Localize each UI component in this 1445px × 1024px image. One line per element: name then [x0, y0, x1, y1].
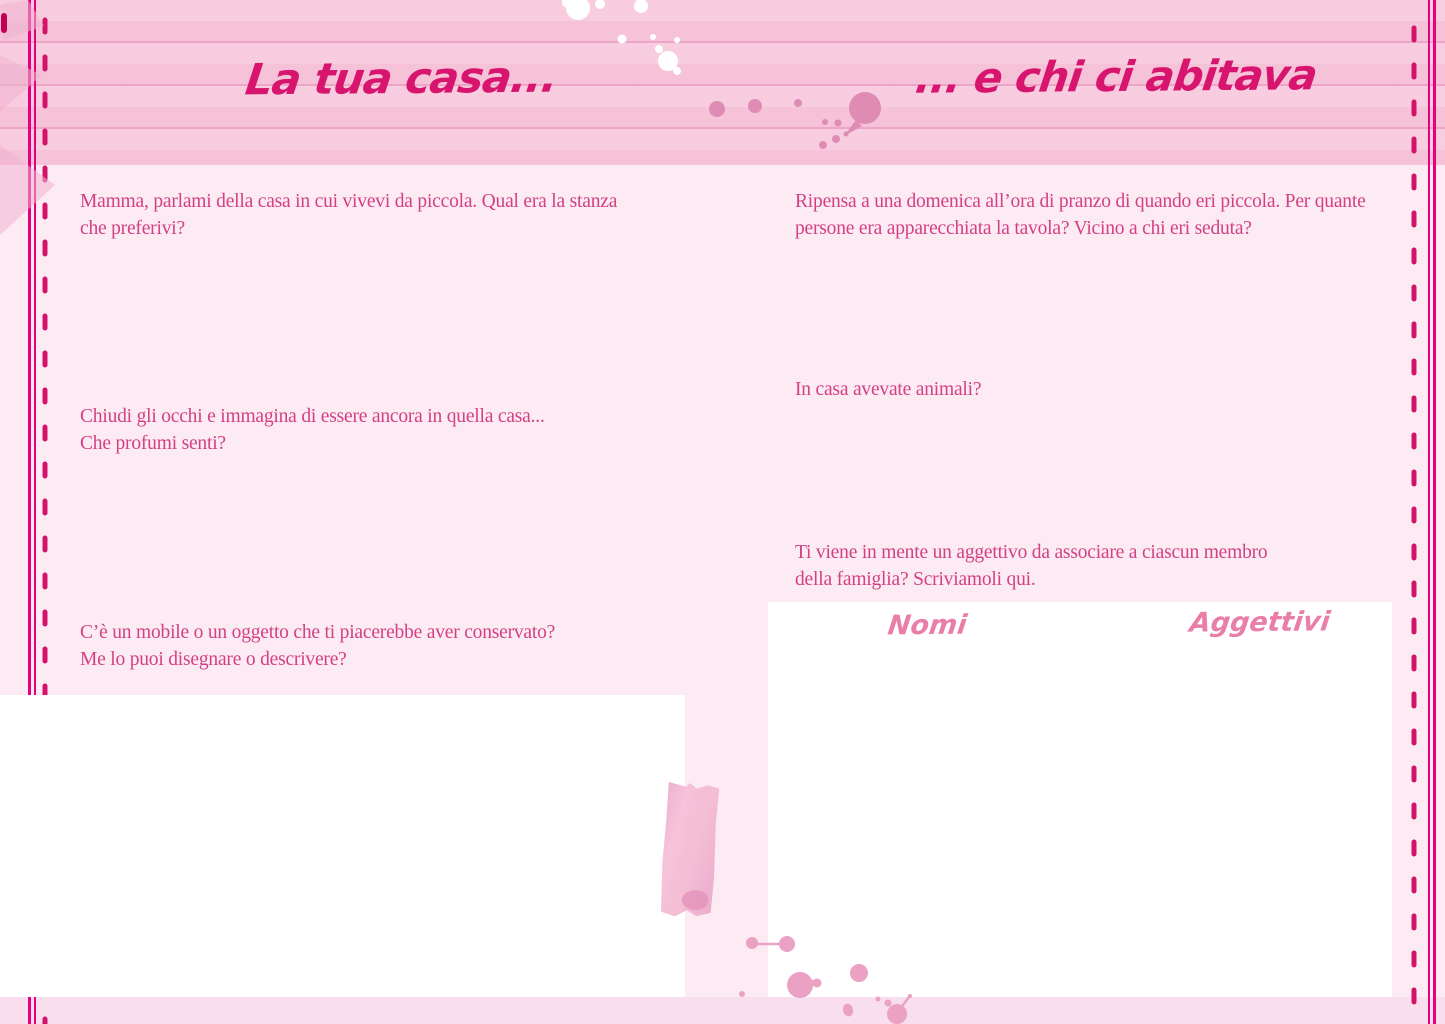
right-stitching — [1409, 0, 1419, 1024]
question-line: Ti viene in mente un aggettivo da associare a ciascun membro — [795, 542, 1268, 563]
right-margin-line-thick — [1433, 0, 1436, 1024]
question-right-2 — [795, 376, 981, 403]
question-line: C’è un mobile o un oggetto che ti piacerebbe aver conservato? — [80, 622, 556, 643]
question-left-1 — [80, 188, 617, 242]
question-left-3 — [80, 619, 555, 673]
drawing-answer-area[interactable] — [0, 695, 685, 997]
question-left-2 — [80, 403, 545, 457]
question-line: della famiglia? Scriviamoli qui. — [795, 569, 1036, 590]
question-line: Che profumi senti? — [80, 433, 226, 454]
question-line: persone era apparecchiata la tavola? Vicino a chi eri seduta? — [795, 218, 1252, 239]
question-right-1 — [795, 188, 1366, 242]
question-line: Ripensa a una domenica all’ora di pranzo di quando eri piccola. Per quante — [795, 191, 1366, 212]
page-heading-right: ... e chi ci abitava — [912, 50, 1320, 103]
adjectives-column-header: Aggettivi — [1187, 606, 1332, 639]
right-margin-line-thin — [1428, 0, 1430, 1024]
question-line: Me lo puoi disegnare o descrivere? — [80, 649, 347, 670]
question-right-3 — [795, 539, 1267, 593]
page-heading-left: La tua casa... — [242, 52, 561, 106]
names-column-header: Nomi — [885, 609, 969, 642]
question-line: Chiudi gli occhi e immagina di essere ancora in quella casa... — [80, 406, 545, 427]
names-adjectives-answer-area[interactable] — [768, 602, 1392, 997]
question-line: Mamma, parlami della casa in cui vivevi da piccola. Qual era la stanza — [80, 191, 618, 212]
question-line: che preferivi? — [80, 218, 185, 239]
bottom-strip — [0, 997, 1445, 1024]
question-line: In casa avevate animali? — [795, 379, 982, 400]
